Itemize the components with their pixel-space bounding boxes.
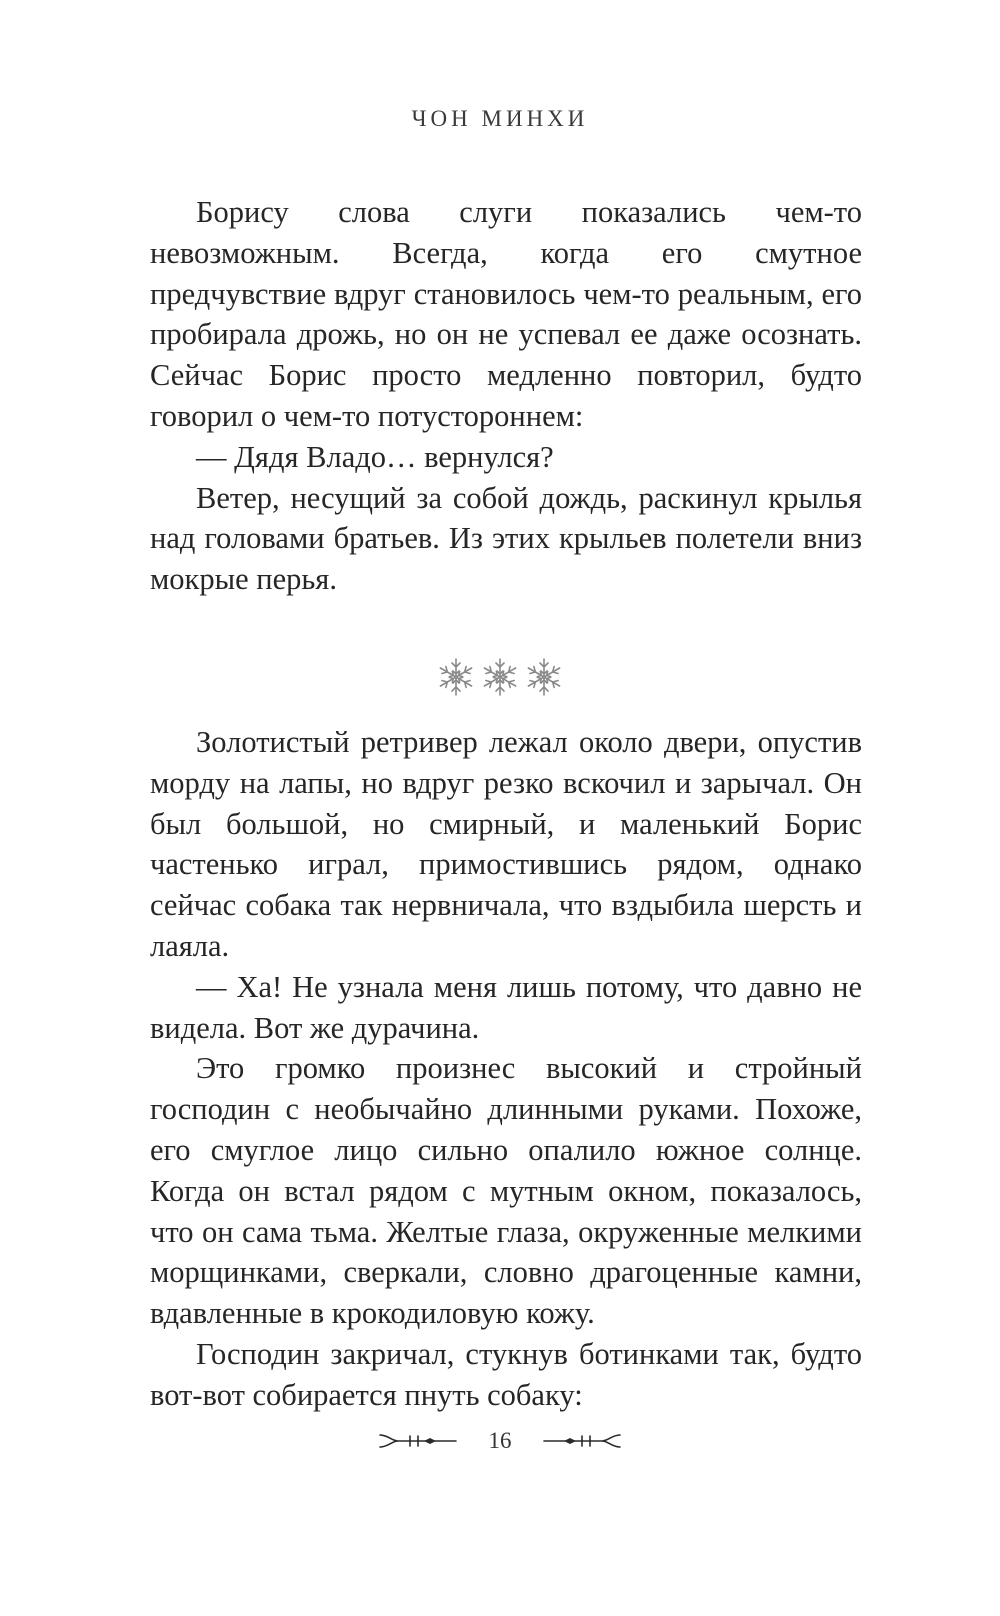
section-divider [0,656,1000,698]
text-section-2 [150,722,862,1416]
paragraph: — Дядя Владо… вернулся? [196,439,554,474]
left-ornament-icon [378,1429,462,1453]
paragraph: — Ха! Не узнала меня лишь потому, что давно не видела. Вот же дурачина. [150,969,862,1045]
running-head-title: ЧОН МИНХИ [411,106,589,131]
paragraph: Золотистый ретривер лежал около двери, опустив морду на лапы, но вдруг резко вскочил и зарычал. Он был большой, но смирный, и маленький Борис частенько играл, примостившись рядом, однако сейчас собака так нервничала, что вздыбила шерсть и лаяла. [150,725,862,963]
paragraph: Это громко произнес высокий и стройный господин с необычайно длинными руками. Похоже, его смуглое лицо сильно опалило южное солнце. Когда он встал рядом с мутным окном, показалось, что он сама тьма. Желтые глаза, окруженные мелкими морщинками, сверкали, словно драгоценные камни, вдавленные в крокодиловую кожу. [150,1051,862,1331]
text-section-1 [150,192,862,600]
snowflake-icon [480,656,520,698]
paragraph: Борису слова слуги показались чем-то невозможным. Всегда, когда его смутное предчувствие вдруг становилось чем-то реальным, его пробирала дрожь, но он не успевал ее даже осознать. Сейчас Борис просто медленно повторил, будто говорил о чем-то потустороннем: [150,195,862,433]
paragraph: Ветер, несущий за собой дождь, раскинул крылья над головами братьев. Из этих крыльев полетели вниз мокрые перья. [150,480,862,597]
snowflake-icon [524,656,564,698]
page-footer [0,1428,1000,1454]
right-ornament-icon [538,1429,622,1453]
paragraph: Господин закричал, стукнув ботинками так, будто вот-вот собирается пнуть собаку: [150,1336,862,1412]
snowflake-icon [436,656,476,698]
page-number: 16 [488,1428,512,1453]
